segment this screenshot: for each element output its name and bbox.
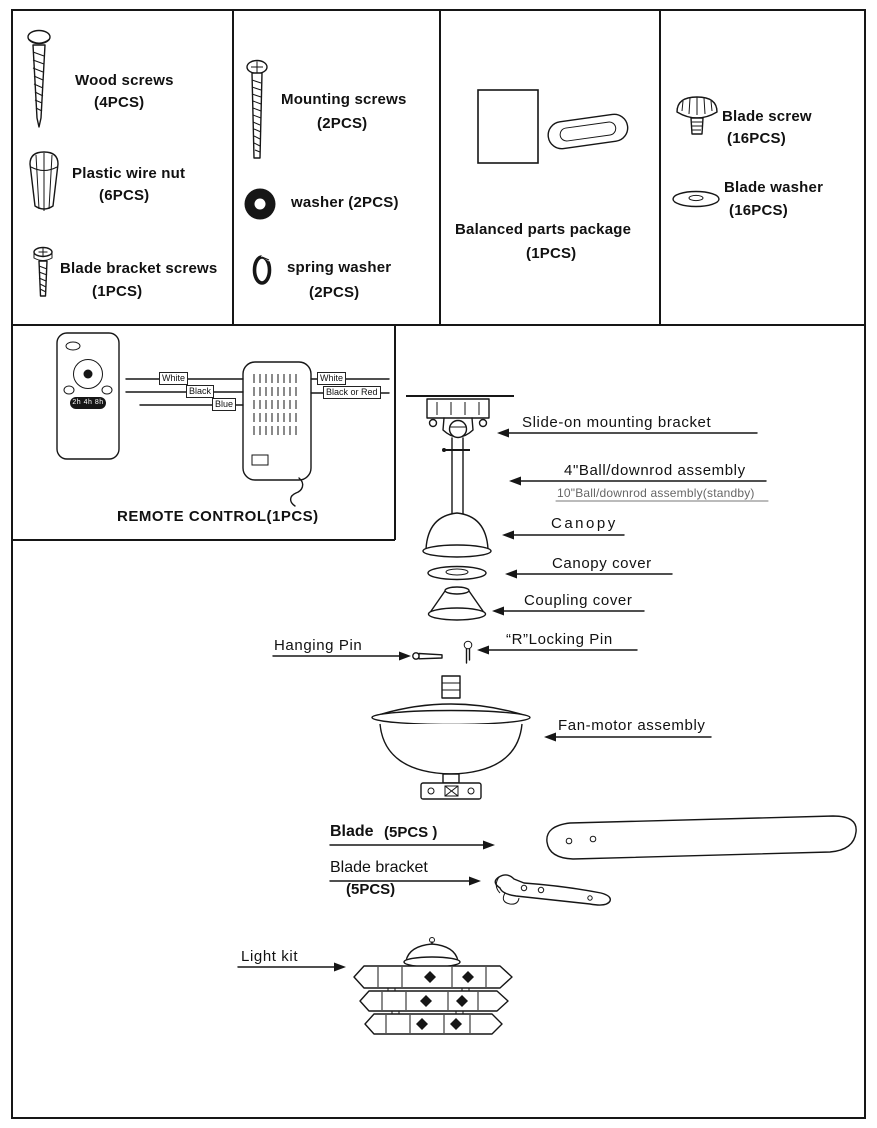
wood-screws-qty: (4PCS)	[94, 94, 145, 111]
blade-bracket-screws-icon	[34, 248, 52, 297]
locking-pin-part	[464, 641, 472, 663]
wire-label-blue: Blue	[212, 398, 236, 411]
mounting-screws-icon	[247, 61, 267, 159]
wire-label-black: Black	[186, 385, 214, 398]
coupling-cover-label: Coupling cover	[524, 592, 633, 609]
blade-screw-label: Blade screw	[722, 108, 812, 125]
locking-pin-label: “R”Locking Pin	[506, 631, 613, 648]
blade-bracket-label: Blade bracket	[330, 859, 428, 876]
wire-label-black-or-red: Black or Red	[323, 386, 381, 399]
blade-screw-icon	[677, 97, 717, 134]
blade-washer-qty: (16PCS)	[729, 202, 788, 219]
plastic-wire-nut-qty: (6PCS)	[99, 187, 150, 204]
spring-washer-icon	[255, 255, 271, 283]
mounting-screws-label: Mounting screws	[281, 91, 407, 108]
blade-label: Blade	[330, 823, 374, 840]
downrod-10-standby-label: 10"Ball/downrod assembly(standby)	[557, 486, 755, 500]
blade-bracket-qty: (5PCS)	[346, 881, 396, 898]
hanging-pin-label: Hanging Pin	[274, 637, 363, 654]
blade-bracket-part	[495, 875, 610, 905]
wire-label-white-right: White	[317, 372, 346, 385]
blade-washer-label: Blade washer	[724, 179, 824, 196]
remote-control-figure	[57, 333, 119, 459]
blade-screw-qty: (16PCS)	[727, 130, 786, 147]
blade-bracket-screws-qty: (1PCS)	[92, 283, 143, 300]
canopy-part	[423, 513, 491, 557]
blade-bracket-screws-label: Blade bracket screws	[60, 260, 218, 277]
receiver-figure	[243, 362, 311, 506]
downrod-part	[442, 438, 470, 515]
fan-motor-part	[372, 676, 530, 799]
washer-label: washer (2PCS)	[291, 194, 399, 211]
plastic-wire-nut-label: Plastic wire nut	[72, 165, 186, 182]
wire-nut-icon	[30, 152, 58, 211]
blade-washer-icon	[673, 192, 719, 207]
mounting-screws-qty: (2PCS)	[317, 115, 368, 132]
canopy-cover-label: Canopy cover	[552, 555, 652, 572]
balanced-parts-label: Balanced parts package	[455, 221, 632, 238]
balanced-parts-icon	[478, 90, 629, 163]
spring-washer-label: spring washer	[287, 259, 392, 276]
spring-washer-qty: (2PCS)	[309, 284, 360, 301]
wire-label-white-left: White	[159, 372, 188, 385]
slide-on-bracket-label: Slide-on mounting bracket	[522, 414, 712, 431]
downrod-4-label: 4"Ball/downrod assembly	[564, 462, 746, 479]
coupling-cover-part	[429, 587, 486, 620]
remote-control-caption: REMOTE CONTROL(1PCS)	[117, 508, 319, 525]
light-kit-label: Light kit	[241, 948, 299, 965]
wood-screws-label: Wood screws	[75, 72, 174, 89]
canopy-cover-part	[428, 567, 486, 580]
light-kit-part	[354, 938, 512, 1035]
wood-screw-icon	[28, 31, 50, 128]
mounting-bracket-part	[406, 396, 514, 438]
fan-motor-label: Fan-motor assembly	[558, 717, 706, 734]
blade-part	[547, 816, 856, 859]
canopy-label: Canopy	[551, 515, 618, 532]
washer-icon	[245, 189, 276, 220]
remote-timer-button-label: 2h 4h 8h	[72, 399, 104, 406]
hanging-pin-part	[413, 653, 442, 659]
balanced-parts-qty: (1PCS)	[526, 245, 577, 262]
blade-qty: (5PCS )	[384, 824, 438, 841]
